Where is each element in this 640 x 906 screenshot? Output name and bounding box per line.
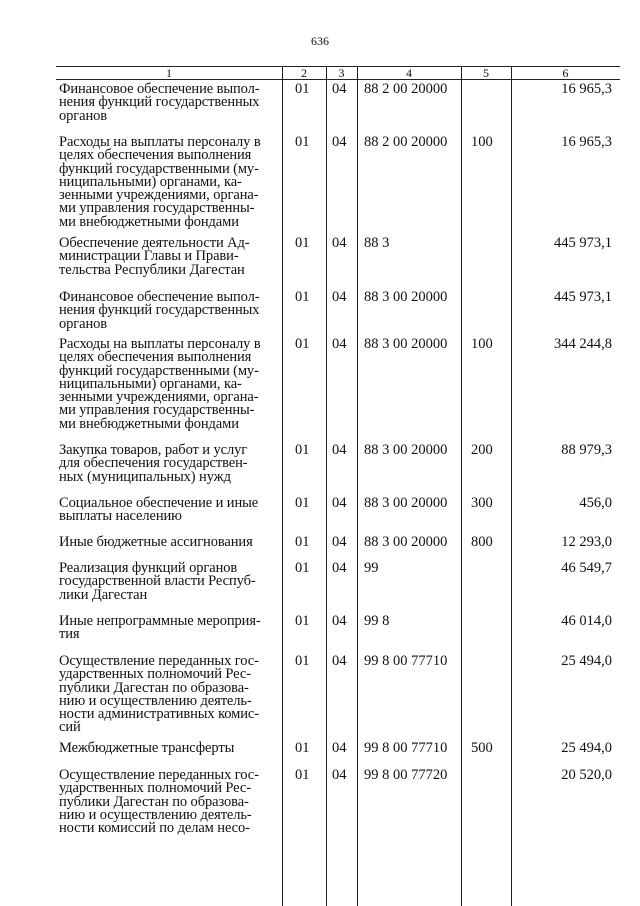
row-amount: 25 494,0 [561,653,612,669]
page-number: 636 [311,34,329,48]
row-name-line: функций государственными (му- [59,160,259,177]
row-section: 01 [295,740,310,756]
row-expense-type: 100 [471,336,493,352]
table-header [56,67,620,80]
row-section: 01 [295,81,310,97]
row-target-item: 99 8 00 77710 [364,740,448,756]
row-amount: 16 965,3 [561,134,612,150]
row-name-line: Расходы на выплаты персоналу в [59,134,261,150]
row-name-line: ми внебюджетными фондами [59,415,239,432]
row-target-item: 88 2 00 20000 [364,134,448,150]
row-name-line: ми внебюджетными фондами [59,213,239,230]
row-section: 01 [295,767,310,783]
row-name-line: тельства Республики Дагестан [59,261,245,278]
row-subsection: 04 [332,134,347,150]
row-name-line: Финансовое обеспечение выпол- [59,289,260,305]
row-subsection: 04 [332,534,347,550]
row-name-line: нения функций государственных [59,302,260,319]
row-amount: 16 965,3 [561,81,612,97]
row-name [59,83,283,123]
row-section: 01 [295,442,310,458]
row-name-line: ных (муниципальных) нужд [59,468,231,485]
row-name-line: Расходы на выплаты персоналу в [59,336,261,352]
row-name-line: органов [59,315,108,332]
row-name-line: Иные непрограммные мероприя- [59,613,261,629]
row-amount: 46 014,0 [561,613,612,629]
row-name-line: публики Дагестан по образова- [59,679,249,696]
row-name [59,769,283,835]
row-subsection: 04 [332,740,347,756]
row-amount: 25 494,0 [561,740,612,756]
row-name-line: сий [59,719,81,736]
row-name-line: ударственных полномочий Рес- [59,780,251,797]
row-name-line: ми управления государственны- [59,200,255,217]
row-subsection: 04 [332,653,347,669]
row-target-item: 88 2 00 20000 [364,81,448,97]
column-header: 5 [483,66,489,80]
row-target-item: 88 3 00 20000 [364,289,448,305]
column-divider [357,67,358,906]
row-name [59,291,283,331]
row-section: 01 [295,235,310,251]
row-name-line: лики Дагестан [59,586,148,603]
row-amount: 88 979,3 [561,442,612,458]
row-name-line: Иные бюджетные ассигнования [59,534,253,550]
row-name-line: для обеспечения государствен- [59,455,248,472]
row-name [59,655,283,735]
row-section: 01 [295,653,310,669]
row-target-item: 88 3 00 20000 [364,534,448,550]
row-name [59,338,283,431]
row-name-line: Осуществление переданных гос- [59,653,259,669]
row-target-item: 99 8 [364,613,390,629]
column-divider [326,67,327,906]
row-subsection: 04 [332,560,347,576]
row-name-line: Обеспечение деятельности Ад- [59,235,250,251]
column-header: 1 [166,66,172,80]
row-section: 01 [295,289,310,305]
row-target-item: 88 3 00 20000 [364,495,448,511]
row-name-line: государственной власти Респуб- [59,573,256,590]
column-header: 6 [562,66,569,80]
row-name-line: целях обеспечения выполнения [59,349,252,366]
row-target-item: 88 3 00 20000 [364,336,448,352]
row-name-line: ударственных полномочий Рес- [59,666,251,683]
row-name-line: нения функций государственных [59,94,260,111]
row-expense-type: 200 [471,442,493,458]
row-name [59,237,283,277]
row-target-item: 88 3 [364,235,390,251]
row-name-line: органов [59,107,108,124]
row-name-line: тия [59,626,80,643]
row-section: 01 [295,534,310,550]
row-amount: 445 973,1 [554,289,612,305]
row-target-item: 99 [364,560,379,576]
row-subsection: 04 [332,442,347,458]
row-name-line: ниципальными) органами, ка- [59,173,242,190]
column-header: 4 [406,66,412,80]
row-name [59,562,283,602]
row-name-line: ности административных комис- [59,706,259,723]
row-name-line: Финансовое обеспечение выпол- [59,81,260,97]
row-section: 01 [295,495,310,511]
row-name [59,136,283,229]
row-name-line: нию и осуществлению деятель- [59,692,252,709]
budget-table [56,66,620,906]
row-section: 01 [295,560,310,576]
row-expense-type: 100 [471,134,493,150]
column-divider [511,67,512,906]
row-subsection: 04 [332,495,347,511]
row-name-line: ности комиссий по делам несо- [59,820,250,837]
row-subsection: 04 [332,767,347,783]
column-header: 3 [338,66,345,80]
row-name [59,742,283,755]
row-name [59,444,283,484]
row-name-line: Закупка товаров, работ и услуг [59,442,248,458]
row-subsection: 04 [332,235,347,251]
row-subsection: 04 [332,336,347,352]
row-target-item: 99 8 00 77710 [364,653,448,669]
column-header: 2 [301,66,307,80]
row-name-line: ми управления государственны- [59,402,255,419]
row-amount: 20 520,0 [561,767,612,783]
row-amount: 445 973,1 [554,235,612,251]
row-amount: 456,0 [579,495,612,511]
row-target-item: 99 8 00 77720 [364,767,448,783]
row-name-line: зенными учреждениями, органа- [59,187,259,204]
row-section: 01 [295,336,310,352]
row-amount: 12 293,0 [561,534,612,550]
row-name-line: Межбюджетные трансферты [59,740,235,756]
row-name-line: функций государственными (му- [59,362,259,379]
row-name-line: министрации Главы и Прави- [59,248,239,265]
row-name-line: зенными учреждениями, органа- [59,389,259,406]
row-name-line: целях обеспечения выполнения [59,147,252,164]
row-subsection: 04 [332,81,347,97]
row-amount: 46 549,7 [561,560,612,576]
row-section: 01 [295,613,310,629]
row-amount: 344 244,8 [554,336,612,352]
row-name-line: выплаты населению [59,508,182,525]
row-name-line: Осуществление переданных гос- [59,767,259,783]
row-name-line: Социальное обеспечение и иные [59,495,259,511]
row-expense-type: 300 [471,495,493,511]
row-name-line: Реализация функций органов [59,560,238,576]
row-target-item: 88 3 00 20000 [364,442,448,458]
row-subsection: 04 [332,613,347,629]
row-name [59,536,283,549]
row-name [59,615,283,642]
row-name-line: публики Дагестан по образова- [59,793,249,810]
row-name [59,497,283,524]
row-subsection: 04 [332,289,347,305]
row-name-line: нию и осуществлению деятель- [59,806,252,823]
row-expense-type: 500 [471,740,493,756]
row-section: 01 [295,134,310,150]
row-name-line: ниципальными) органами, ка- [59,375,242,392]
row-expense-type: 800 [471,534,493,550]
